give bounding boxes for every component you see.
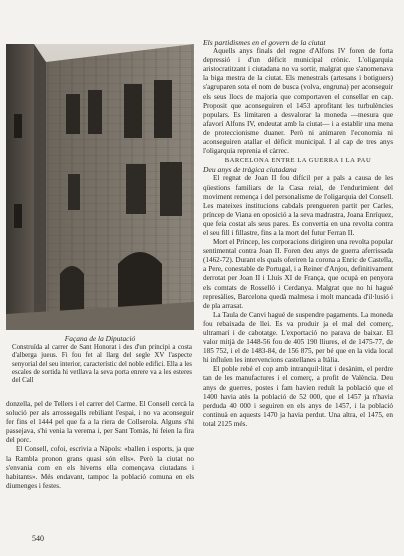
facade-photo-image — [6, 44, 194, 330]
facade-photo — [6, 44, 194, 330]
left-paragraph-1: donzella, pel de Tellers i el carrer del Carme. El Consell cercà la solució per als arrossegalls rebiliant l'espai, i no va aconseguir fer fins el 1444 pel que fa a la riera de Collserola. Alguns s'hi passejava, s'hi venia la verema i, per Sant Tomàs, hi feien la fira del porc. — [6, 400, 194, 445]
left-paragraph-2: El Consell, cofoi, escrivia a Nàpols: «ballen i esports, ja que la Rambla pronon grans quasi són ells». Però la ciutat no s'envania com en els hiverns ella començava ciutadans i habitants». Més endavant, tampoc la població comuna en els diumenges i festes. — [6, 445, 194, 490]
photo-caption-body: Construïda al carrer de Sant Honorat i des d'un principi a costa d'alberga jueus. Fi fou fet al llarg del segle XV l'aspecte senyorial del seu interior, característic del noble edifici. Ella a les escales de sortida hi vetllava la seva porta enrere va a les esteres del Call — [12, 344, 192, 385]
right-column — [203, 38, 393, 429]
page-number: 540 — [32, 534, 44, 543]
left-column — [6, 400, 194, 491]
right-paragraph-4: La Taula de Canvi hagué de suspendre pagaments. La moneda fou rebaixada de llei. Es va produir ja el mal del comerç, ultramarí i de cabotatge. L'exportació no parava de baixar. El valor mitjà de 1448-56 fou de 405 190 lliures, el de 1475-77, de 185 752, i el de 1483-84, de 156 875, per bé que en la vida local hi influïen les intervencions castellanes a Itàlia. — [203, 310, 393, 365]
sub-heading: Deu anys de tràgica ciutadana — [203, 165, 297, 175]
right-paragraph-1: Aquells anys finals del regne d'Alfons IV foren de forta depressió i d'un dèficit municipal crònic. L'oligarquia aristocratitzant i ciutadana no va sortir, malgrat que s'anomenava la biga mestra de la ciutat. Els menestrals (artesans i botiguers) s'agruparen sota el nom de busca (volva, engruna) per aconseguir els seus llocs de majoria que comportaven el consellar en cap. Proposit que aconseguiren el 1453 aprofitant les turbulències populars. Es limitaren a desvalorar la moneda —mesura que afavorí Alfons IV, endeutat amb la ciutat— i a establir una mena de proteccionisme duaner. Però ni animaren l'economia ni aconseguiren atallar el dèficit municipal. I al cap de tres anys l'oligarquia reprenia el càrrec. — [203, 47, 393, 156]
photo-caption-title: Façana de la Diputació — [64, 334, 136, 343]
right-paragraph-3: Mort el Príncep, les corporacions dirigiren una revolta popular sentimental contra Joan II. Foren deu anys de guerra aferrissada (1462-72). Durant els quals oferiren la corona a Enric de Castella, a Pere, conestable de Portugal, i a Reiner d'Anjou, definitivament derrotat per Joan II i Lluís XI de França, que ocupà en penyora els comtats de Rosselló i Cerdanya. Malgrat que no hi hagué represàlies, Barcelona quedà malmesa i molt mancada d'il·lusió i de pla arrasat. — [203, 238, 393, 310]
right-paragraph-2: El regnat de Joan II fou difícil per a pals a causa de les qüestions familiars de la Casa reial, de l'endurimient del moviment remença i del personalisme de l'oligarquia del Consell. Les mateixes institucions cabdals prengueren partit per Carles, príncep de Viana en oposició a la seva madrastra, Joana Enríquez, que feia costat als seus pares. Es convertia en una revolta contra el seu fill i fillastre, fins a la mort del futur Ferran II. — [203, 174, 393, 237]
section-heading: BARCELONA ENTRE LA GUERRA I LA PAU — [224, 157, 372, 165]
right-heading: Els partidismes en el govern de la ciutat — [203, 38, 326, 47]
right-paragraph-5: El poble rebé el cop amb intranquil·litat i desànim, el perdre tan de les manufactures i el comerç, a profit de València. Deu anys de guerres, postes i fam havien reduït la població que el 1400 havia atès la població de 52 000, que el 1457 ja n'havia perduda 40 000 i seguiren en els anys de 1457, i la població continuà en aquests 1470 ja havia perdut. Una altra, el 1475, en total 2125 més. — [203, 365, 393, 428]
